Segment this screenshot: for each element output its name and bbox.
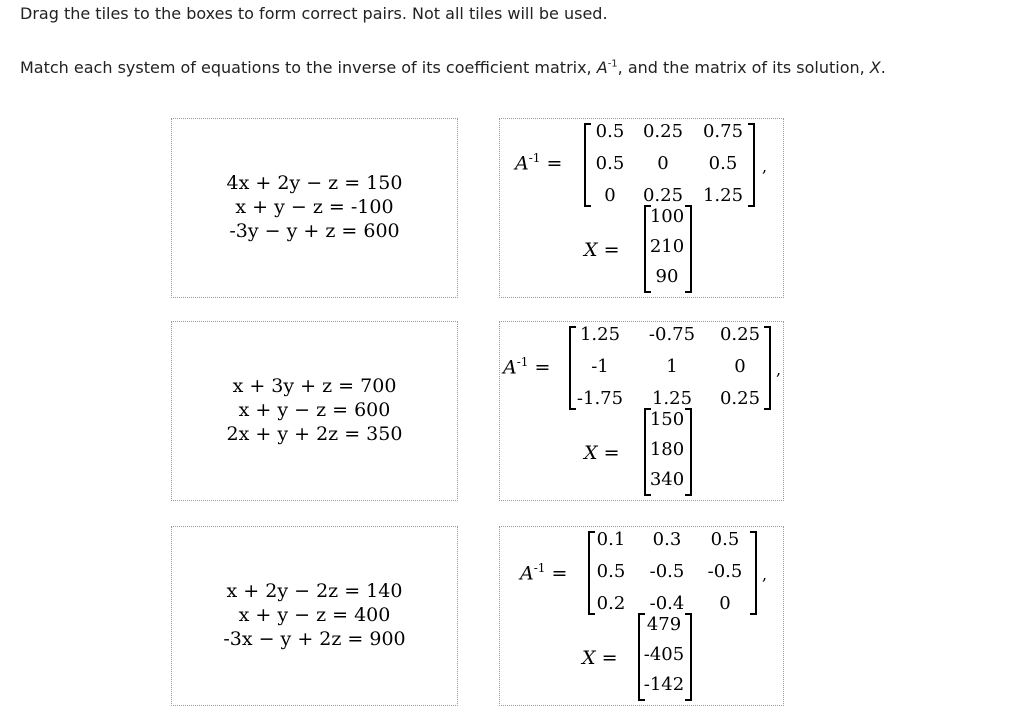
equation-system-box bbox=[171, 118, 458, 298]
inverse-label: $A^{-1}$ = bbox=[503, 355, 551, 379]
matrix-cell: 0.5 bbox=[595, 153, 625, 174]
solution-label: X = bbox=[584, 442, 620, 464]
equation: x + 2y − 2z = 140 bbox=[226, 580, 403, 602]
solution-cell: -142 bbox=[643, 674, 685, 695]
right-bracket bbox=[685, 205, 692, 293]
prompt-matrix-x: X bbox=[869, 58, 881, 77]
matrix-cell: -0.5 bbox=[707, 561, 743, 582]
prompt-matrix-a: A bbox=[596, 58, 608, 77]
matrix-cell: -0.4 bbox=[649, 593, 685, 614]
instruction-text: Drag the tiles to the boxes to form correct pairs. Not all tiles will be used. bbox=[20, 4, 608, 23]
equation: 4x + 2y − z = 150 bbox=[226, 172, 403, 194]
matrix-cell: 1.25 bbox=[702, 185, 744, 206]
solution-cell: 210 bbox=[649, 236, 685, 257]
matrix-cell: -0.5 bbox=[649, 561, 685, 582]
solution-cell: 479 bbox=[646, 614, 682, 635]
equation: -3y − y + z = 600 bbox=[229, 220, 400, 242]
equation-list bbox=[172, 374, 457, 446]
prompt-inverse-sup: -1 bbox=[607, 58, 618, 70]
equation: x + y − z = -100 bbox=[235, 196, 394, 218]
prompt-text-start: Match each system of equations to the inverse of its coefficient matrix, bbox=[20, 58, 597, 77]
solution-cell: -405 bbox=[643, 644, 685, 665]
separator-comma: , bbox=[762, 565, 768, 584]
drop-target-tile[interactable] bbox=[499, 526, 784, 706]
separator-comma: , bbox=[762, 157, 768, 176]
matrix-cell: -1.75 bbox=[576, 388, 624, 409]
equation: 2x + y + 2z = 350 bbox=[226, 423, 403, 445]
equation: x + y − z = 400 bbox=[238, 604, 391, 626]
separator-comma: , bbox=[776, 360, 782, 379]
equation: x + 3y + z = 700 bbox=[232, 375, 397, 397]
matrix-cell: 0 bbox=[657, 153, 669, 174]
solution-cell: 150 bbox=[649, 409, 685, 430]
equation-list bbox=[172, 579, 457, 651]
matrix-cell: 0.25 bbox=[642, 121, 684, 142]
right-bracket bbox=[764, 326, 771, 410]
drop-target-tile[interactable] bbox=[499, 321, 784, 501]
matrix-cell: 0.3 bbox=[652, 529, 682, 550]
solution-label: X = bbox=[584, 239, 620, 261]
inverse-label: $A^{-1}$ = bbox=[515, 151, 563, 175]
matrix-cell: 0.25 bbox=[719, 388, 761, 409]
right-bracket bbox=[685, 613, 692, 701]
right-bracket bbox=[748, 123, 755, 207]
matrix-cell: 0.1 bbox=[596, 529, 626, 550]
prompt-text-end: . bbox=[880, 58, 886, 77]
matrix-cell: 0.25 bbox=[719, 324, 761, 345]
matching-prompt bbox=[20, 58, 886, 77]
equation-system-box bbox=[171, 321, 458, 501]
matrix-cell: 0.2 bbox=[596, 593, 626, 614]
right-bracket bbox=[685, 408, 692, 496]
matrix-cell: 0.5 bbox=[595, 121, 625, 142]
matrix-cell: -1 bbox=[591, 356, 609, 377]
matrix-cell: 1.25 bbox=[579, 324, 621, 345]
prompt-text-mid: , and the matrix of its solution, bbox=[617, 58, 870, 77]
equation-list bbox=[172, 171, 457, 243]
matrix-cell: 0.5 bbox=[708, 153, 738, 174]
matrix-cell: 0.5 bbox=[596, 561, 626, 582]
matrix-cell: -0.75 bbox=[648, 324, 696, 345]
matrix-cell: 0.25 bbox=[642, 185, 684, 206]
equation: -3x − y + 2z = 900 bbox=[223, 628, 406, 650]
matrix-cell: 0 bbox=[604, 185, 616, 206]
matrix-cell: 1 bbox=[666, 356, 678, 377]
matrix-cell: 0 bbox=[719, 593, 731, 614]
matrix-cell: 1.25 bbox=[651, 388, 693, 409]
solution-cell: 180 bbox=[649, 439, 685, 460]
matrix-cell: 0.75 bbox=[702, 121, 744, 142]
solution-cell: 90 bbox=[655, 266, 679, 287]
equation: x + y − z = 600 bbox=[238, 399, 391, 421]
drop-target-tile[interactable] bbox=[499, 118, 784, 298]
solution-cell: 100 bbox=[649, 206, 685, 227]
matrix-cell: 0 bbox=[734, 356, 746, 377]
matrix-cell: 0.5 bbox=[710, 529, 740, 550]
solution-label: X = bbox=[582, 647, 618, 669]
solution-cell: 340 bbox=[649, 469, 685, 490]
inverse-label: $A^{-1}$ = bbox=[520, 561, 568, 585]
equation-system-box bbox=[171, 526, 458, 706]
right-bracket bbox=[750, 531, 757, 615]
